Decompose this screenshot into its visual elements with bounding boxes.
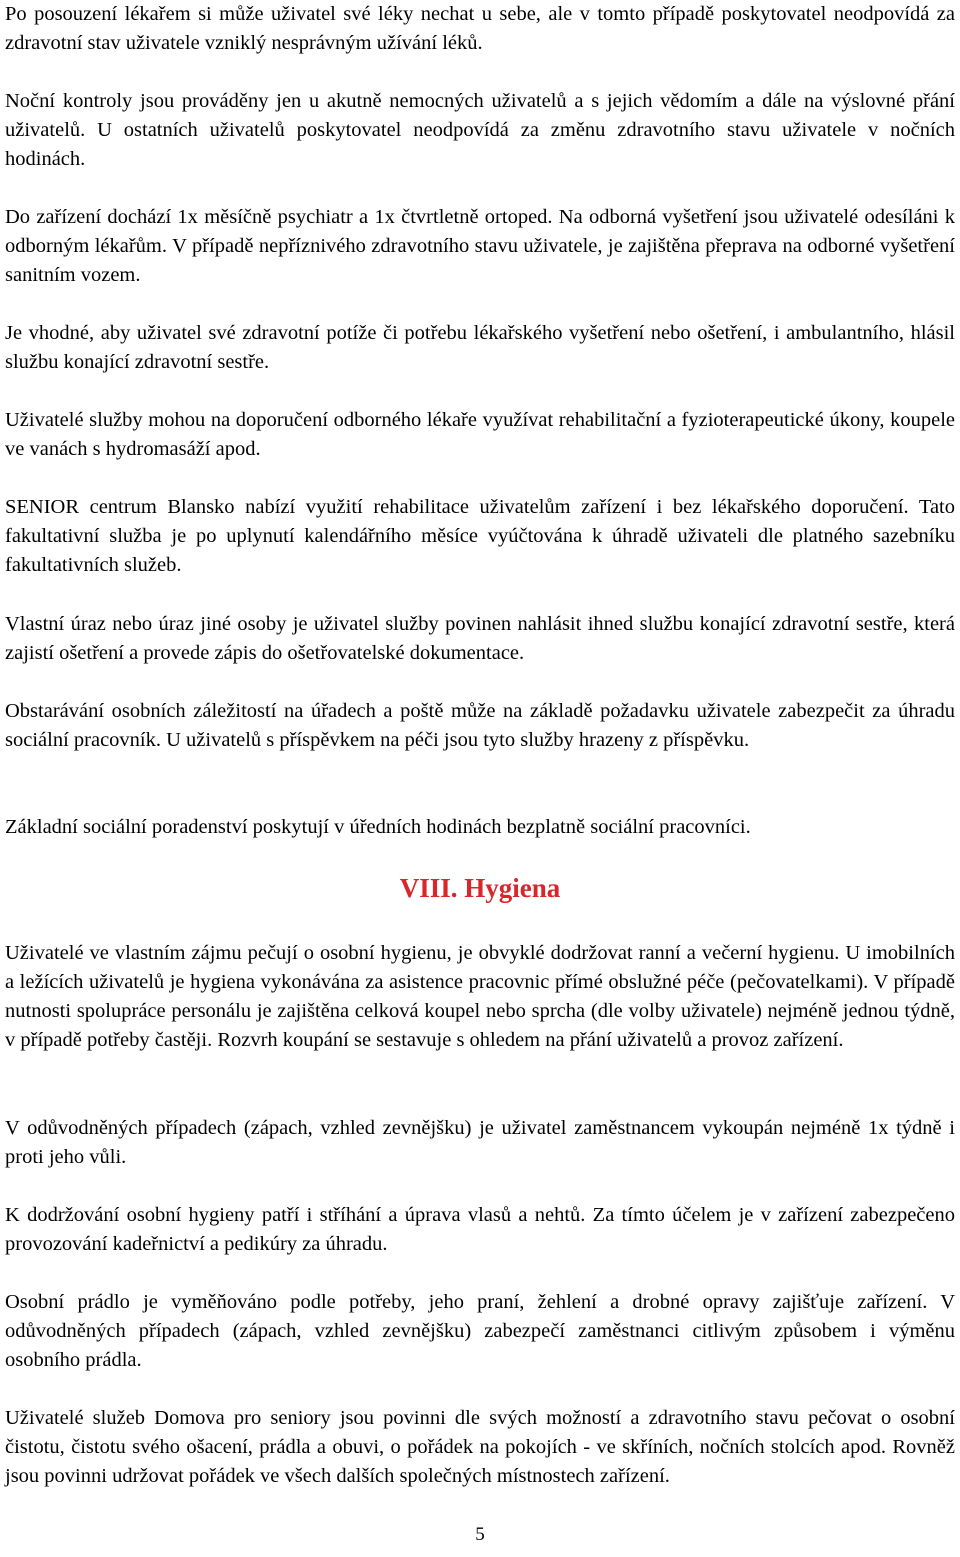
paragraph-injury-reporting: Vlastní úraz nebo úraz jiné osoby je uživatel služby povinen nahlásit ihned službu konající zdravotní sestře, která zajistí ošetření a provede zápis do ošetřovatelské dokumentace. (5, 613, 955, 664)
paragraph-self-medication: Po posouzení lékařem si může uživatel své léky nechat u sebe, ale v tomto případě poskytovatel neodpovídá za zdravotní stav uživatele vzniklý nesprávným užívání léků. (5, 3, 955, 54)
page-number: 5 (475, 1524, 485, 1545)
section-heading-hygiene: VIII. Hygiena (399, 873, 561, 903)
paragraph-specialists: Do zařízení dochází 1x měsíčně psychiatr a 1x čtvrtletně ortoped. Na odborná vyšetření jsou uživatelé odesíláni k odborným lékařům. V případě nepříznivého zdravotního stavu uživatele, je zajištěna přeprava na odborné vyšetření sanitním vozem. (5, 206, 955, 286)
paragraph-cleanliness-duties: Uživatelé služeb Domova pro seniory jsou povinni dle svých možností a zdravotního stavu pečovat o osobní čistotu, čistotu svého ošacení, prádla a obuvi, o pořádek na pokojích - ve skříních, nočních stolcích apod. Rovněž jsou povinni udržovat pořádek ve všech dalších společných místnostech zařízení. (5, 1407, 955, 1487)
paragraph-night-checks: Noční kontroly jsou prováděny jen u akutně nemocných uživatelů a s jejich vědomím a dále na výslovné přání uživatelů. U ostatních uživatelů poskytovatel neodpovídá za změnu zdravotního stavu uživatele v nočních hodinách. (5, 90, 955, 170)
paragraph-social-counseling: Základní sociální poradenství poskytují v úředních hodinách bezplatně sociální pracovníci. (5, 816, 751, 838)
paragraph-underwear: Osobní prádlo je vyměňováno podle potřeby, jeho praní, žehlení a drobné opravy zajišťuje zařízení. V odůvodněných případech (zápach, vzhled zevnějšku) zabezpečí zaměstnanci citlivým způsobem i výměnu osobního prádla. (5, 1291, 955, 1371)
paragraph-personal-affairs: Obstarávání osobních záležitostí na úřadech a poště může na základě požadavku uživatele zabezpečit za úhradu sociální pracovník. U uživatelů s příspěvkem na péči jsou tyto služby hrazeny z příspěvku. (5, 700, 955, 751)
paragraph-forced-bathing: V odůvodněných případech (zápach, vzhled zevnějšku) je uživatel zaměstnancem vykoupán nejméně 1x týdně i proti jeho vůli. (5, 1117, 955, 1168)
paragraph-health-reporting: Je vhodné, aby uživatel své zdravotní potíže či potřebu lékařského vyšetření nebo ošetření, i ambulantního, hlásil službu konající zdravotní sestře. (5, 322, 955, 373)
paragraph-hygiene-care: Uživatelé ve vlastním zájmu pečují o osobní hygienu, je obvyklé dodržovat ranní a večerní hygienu. U imobilních a ležících uživatelů je hygiena vykonávána za asistence pracovnic přímé obslužné péče (pečovatelkami). V případě nutnosti spolupráce personálu je zajištěna celková koupel nebo sprcha (dle volby uživatele) nejméně jednou týdně, v případě potřeby častěji. Rozvrh koupání se sestavuje s ohledem na přání uživatelů a provoz zařízení. (5, 942, 955, 1051)
paragraph-rehabilitation: Uživatelé služby mohou na doporučení odborného lékaře využívat rehabilitační a fyzioterapeutické úkony, koupele ve vanách s hydromasáží apod. (5, 409, 955, 460)
document-page (5, 0, 955, 1557)
paragraph-rehabilitation-optional: SENIOR centrum Blansko nabízí využití rehabilitace uživatelům zařízení i bez lékařského doporučení. Tato fakultativní služba je po uplynutí kalendářního měsíce vyúčtována k úhradě uživateli dle platného sazebníku fakultativních služeb. (5, 496, 955, 576)
paragraph-hair-nails: K dodržování osobní hygieny patří i stříhání a úprava vlasů a nehtů. Za tímto účelem je v zařízení zabezpečeno provozování kadeřnictví a pedikúry za úhradu. (5, 1204, 955, 1255)
